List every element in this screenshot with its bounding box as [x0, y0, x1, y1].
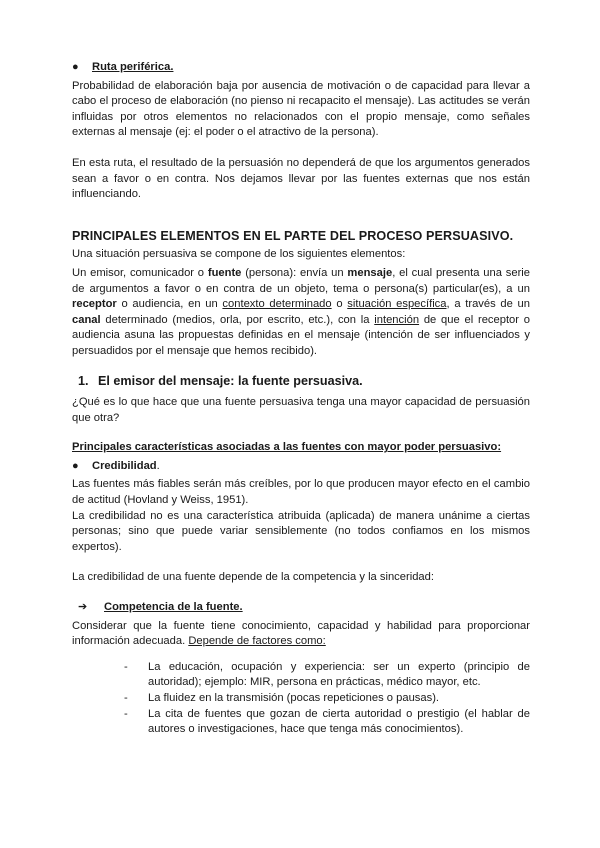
dash-icon: - [124, 692, 128, 704]
arrow-right-icon: ➔ [78, 601, 88, 614]
list-item [124, 660, 530, 691]
heading-text: El emisor del mensaje: la fuente persuasiva. [98, 373, 363, 388]
characteristics-subheading: Principales características asociadas a las fuentes con mayor poder persuasivo: [72, 441, 502, 454]
emitter-heading [78, 374, 530, 390]
list-item [124, 707, 530, 738]
peripheral-paragraph-2: En esta ruta, el resultado de la persuasión no dependerá de que los argumentos generados sean a favor o en contra. Nos dejamos llevar por las fuentes externas que nos están influenciando. [72, 156, 530, 201]
credibility-item [72, 459, 530, 475]
bullet-icon: ● [72, 61, 79, 73]
credibility-label: Credibilidad [92, 459, 157, 472]
factors-list [124, 660, 530, 738]
term-fuente: fuente [207, 266, 242, 279]
peripheral-route-item [72, 60, 530, 76]
credibility-period: . [156, 459, 160, 472]
text-run: determinado (medios, orla, por escrito, etc.), con la [100, 313, 375, 326]
text-run: , el cual presenta una serie de argumentos a favor o en contra de un objeto, tema o persona(s) particular(es), a un [72, 266, 530, 295]
list-item [124, 691, 530, 707]
term-contexto: contexto determinado [222, 298, 332, 311]
competence-item [72, 600, 530, 616]
text-run: de que el receptor o audiencia asuna las propuestas definidas en el mensaje (intención de ser influenciados y persuadidos por el mensaje que hemos recibido). [72, 313, 531, 357]
list-item-text: La cita de fuentes que gozan de cierta autoridad o prestigio (el hablar de autores o investigaciones, hace que tenga más conocimientos). [148, 707, 530, 736]
peripheral-paragraph-1: Probabilidad de elaboración baja por ausencia de motivación o de capacidad para llevar a cabo el proceso de elaboración (no pienso ni recapacito el mensaje). Las actitudes se verán influidas por otros elementos no relacionados con el propio mensaje, como señales externas al mensaje (ej: el poder o el atractivo de la persona). [72, 79, 530, 139]
elements-intro: Una situación persuasiva se compone de los siguientes elementos: [72, 248, 406, 261]
heading-number: 1. [78, 373, 89, 388]
text-run: (persona): envía un [241, 266, 348, 279]
elements-heading: PRINCIPALES ELEMENTOS EN EL PARTE DEL PROCESO PERSUASIVO. [72, 228, 514, 243]
credibility-paragraph-1: Las fuentes más fiables serán más creíbles, por lo que producen mayor efecto en el cambio de actitud (Hovland y Weiss, 1951). [72, 478, 530, 507]
dash-icon: - [124, 707, 128, 720]
term-mensaje: mensaje [347, 266, 393, 279]
text-run: , a través de un [446, 298, 531, 311]
peripheral-route-title: Ruta periférica. [92, 61, 174, 73]
term-receptor: receptor [72, 298, 117, 311]
document-page [72, 60, 530, 738]
emitter-question: ¿Qué es lo que hace que una fuente persuasiva tenga una mayor capacidad de persuasión que otra? [72, 396, 530, 424]
factors-lead: Depende de factores como: [188, 635, 326, 648]
competence-title: Competencia de la fuente. [104, 601, 243, 614]
term-intencion: intención [374, 313, 420, 326]
text-run: Un emisor, comunicador o [72, 266, 208, 279]
elements-paragraph [72, 266, 530, 360]
credibility-paragraph-2: La credibilidad no es una característica atribuida (aplicada) de manera unánime a ciertas personas; sino que puede variar sensiblemente (no todos confiamos en los mismos expertos). [72, 509, 530, 553]
dash-icon: - [124, 660, 128, 673]
term-canal: canal [72, 313, 101, 326]
list-item-text: La educación, ocupación y experiencia: ser un experto (principio de autoridad); ejemplo: MIR, persona en prácticas, médico mayor, etc. [148, 660, 530, 689]
text-run: o [331, 298, 348, 311]
term-situacion: situación específica [347, 298, 447, 311]
list-item-text: La fluidez en la transmisión (pocas repeticiones o pausas). [148, 692, 440, 704]
bullet-icon: ● [72, 459, 79, 472]
credibility-paragraph-3: La credibilidad de una fuente depende de la competencia y la sinceridad: [72, 571, 434, 584]
text-run: o audiencia, en un [116, 298, 223, 311]
competence-paragraph [72, 619, 530, 650]
text-run: Considerar que la fuente tiene conocimiento, capacidad y habilidad para proporcionar información adecuada. [72, 619, 530, 648]
